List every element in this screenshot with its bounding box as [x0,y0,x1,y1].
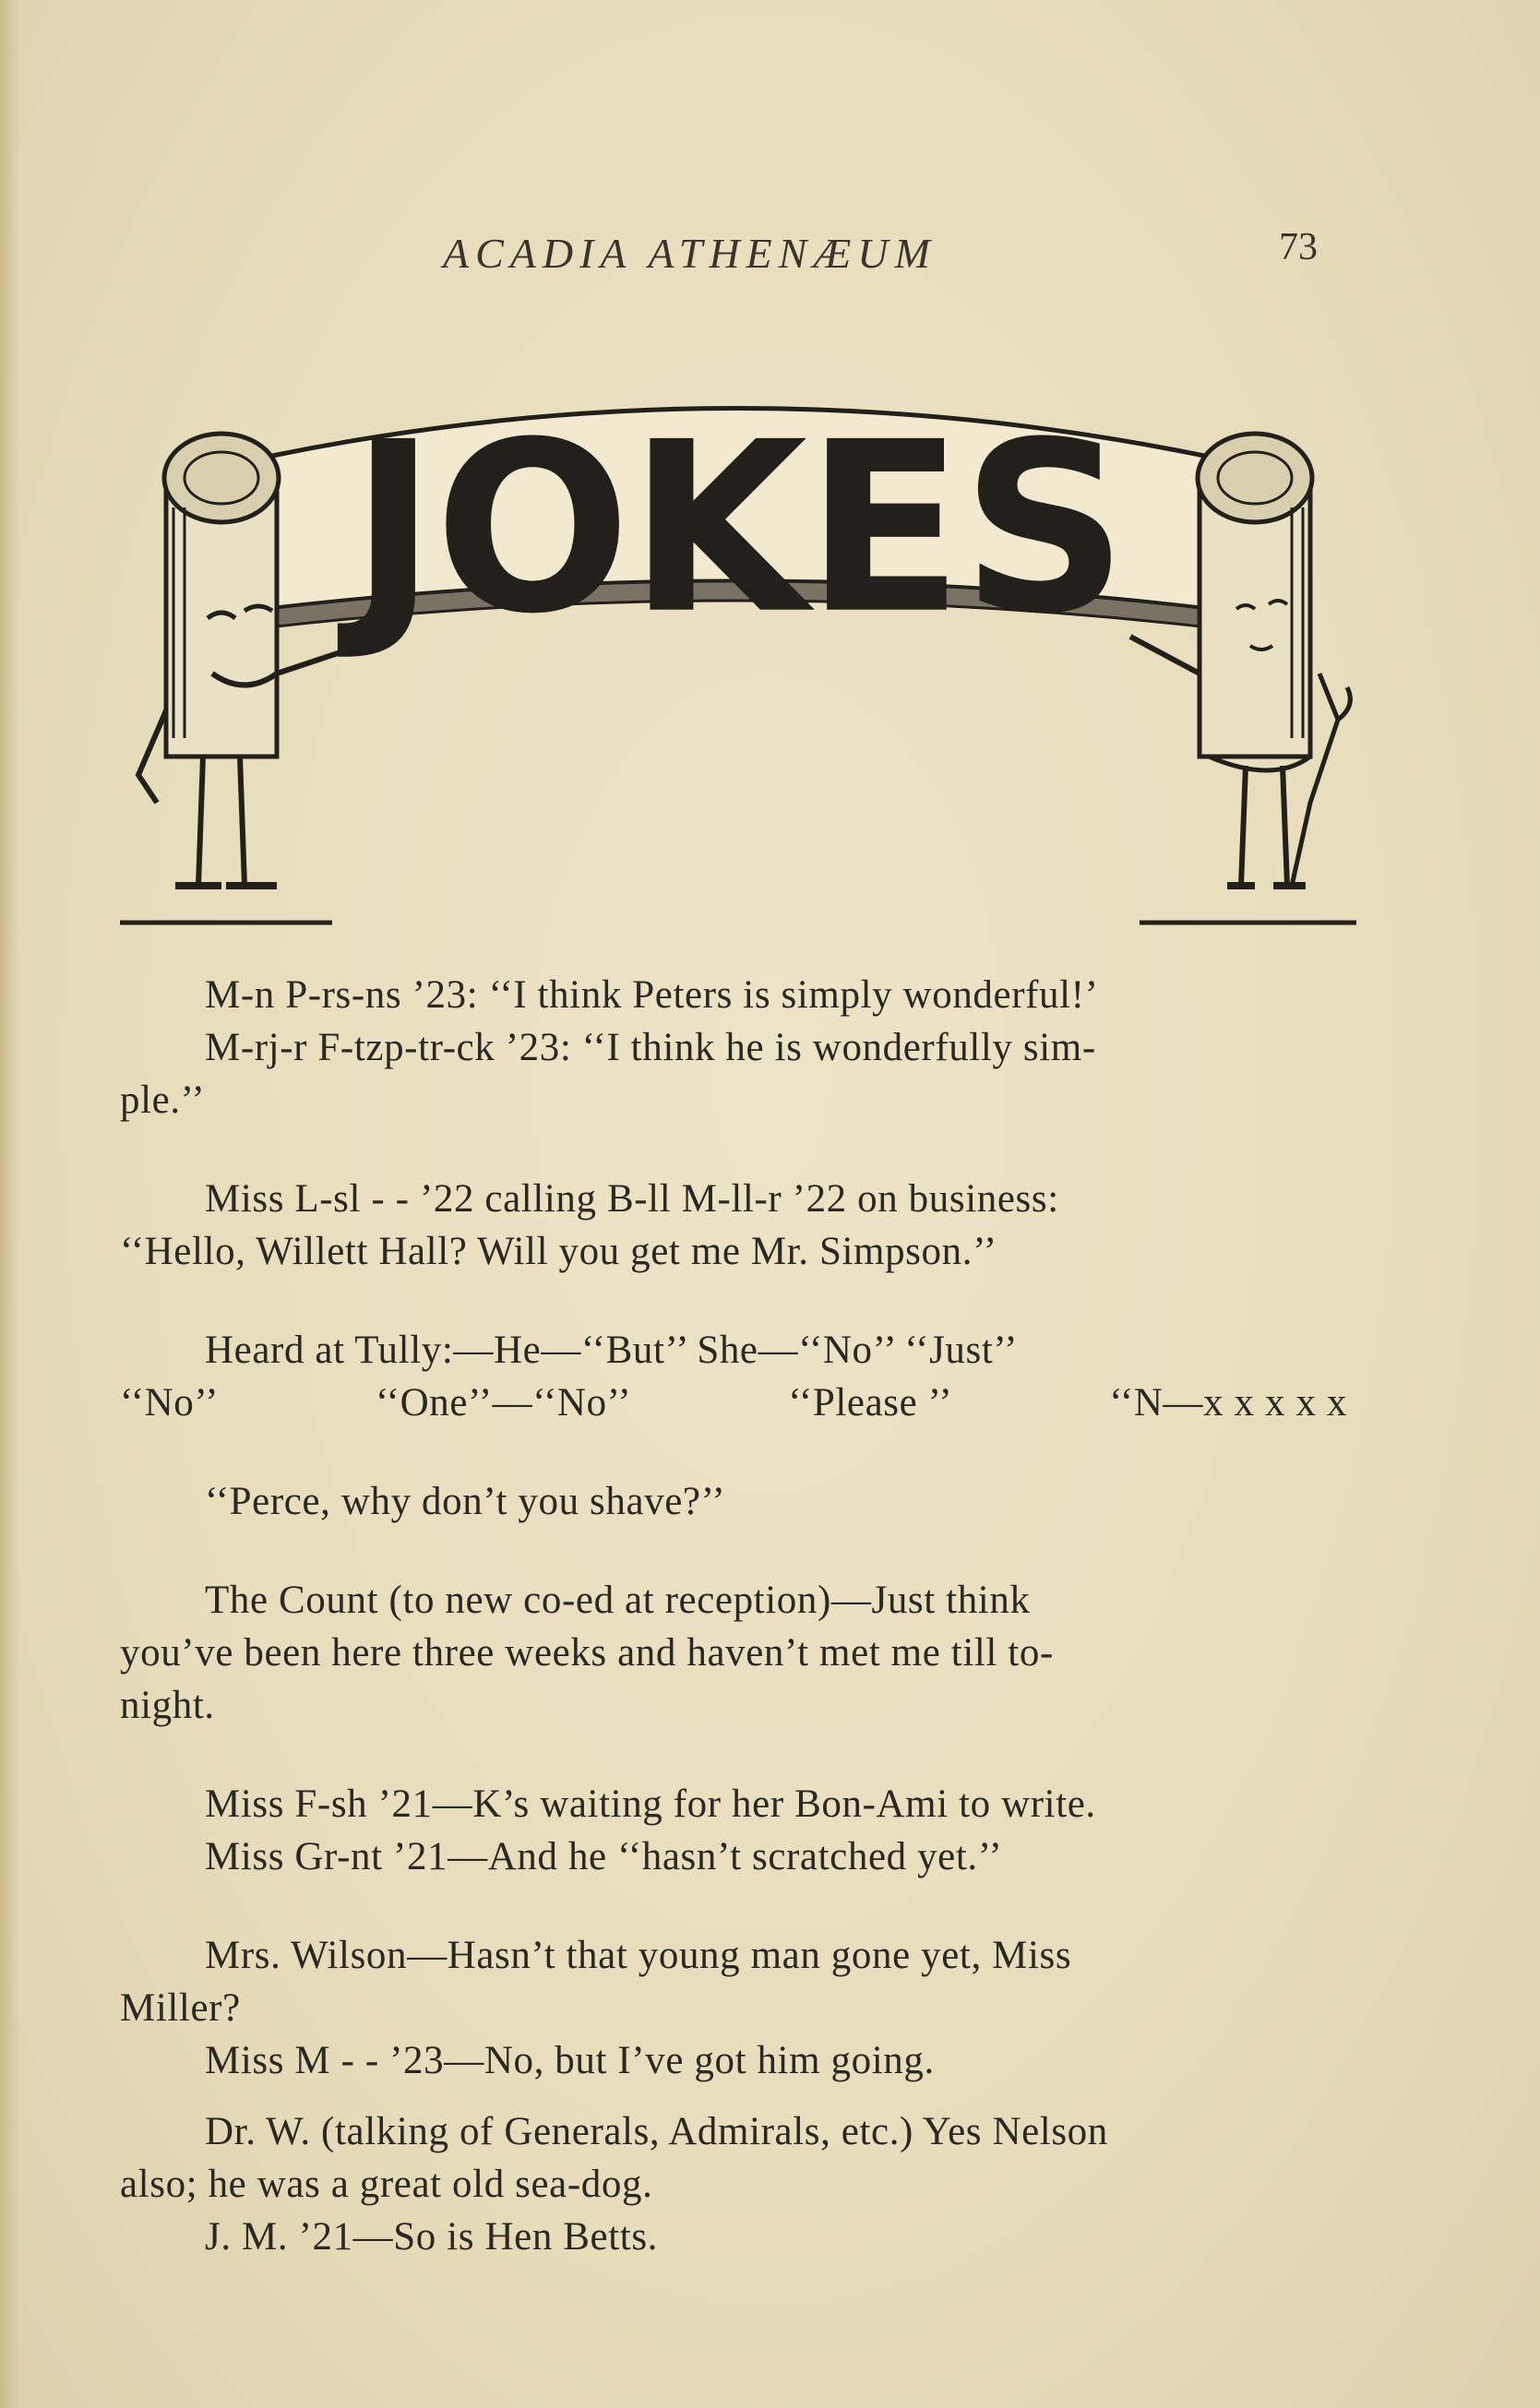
text-line: also; he was a great old sea-dog. [120,2163,653,2206]
banner-title: JOKES [350,391,1127,665]
text-line [120,1377,1347,1429]
text-line: M-n P-rs-ns ’23: ‘‘I think Peters is simply wonderful!’ [205,973,1099,1017]
text-line: Miss Gr-nt ’21—And he ‘‘hasn’t scratched yet.’’ [205,1835,1003,1878]
text-line: The Count (to new co-ed at reception)—Just think [205,1579,1031,1622]
running-head: ACADIA ATHENÆUM [443,230,937,277]
text-fragment: ‘‘Please ’’ [788,1381,953,1425]
text-line: Miss M - - ’23—No, but I’ve got him going. [205,2039,935,2082]
text-fragment: ‘‘One’’—‘‘No’’ [375,1381,632,1425]
text-line: Miss F-sh ’21—K’s waiting for her Bon-Ami to write. [205,1782,1096,1826]
text-line: night. [120,1684,215,1727]
page-number: 73 [1279,226,1318,268]
text-line: J. M. ’21—So is Hen Betts. [205,2215,659,2259]
text-fragment: ‘‘N—x x x x x [1109,1381,1347,1425]
page-edge-shadow [0,0,20,2408]
text-line: Miller? [120,1986,241,2030]
text-line: Mrs. Wilson—Hasn’t that young man gone yet, Miss [205,1934,1072,1977]
text-line: ple.’’ [120,1079,206,1122]
text-line: ‘‘Perce, why don’t you shave?’’ [205,1480,726,1523]
text-line: M-rj-r F-tzp-tr-ck ’23: ‘‘I think he is wonderfully sim- [205,1026,1096,1069]
text-line: Miss L-sl - - ’22 calling B-ll M-ll-r ’22 on business: [205,1177,1059,1221]
text-line: ‘‘Hello, Willett Hall? Will you get me Mr. Simpson.’’ [120,1230,997,1273]
text-fragment: ‘‘No’’ [120,1381,220,1425]
text-line: Dr. W. (talking of Generals, Admirals, etc.) Yes Nelson [205,2110,1108,2153]
jokes-text [120,969,1347,2263]
text-line: you’ve been here three weeks and haven’t met me till to- [120,1631,1054,1675]
jokes-banner-illustration [120,369,1356,960]
text-line: Heard at Tully:—He—‘‘But’’ She—‘‘No’’ ‘‘Just’’ [205,1329,1019,1372]
